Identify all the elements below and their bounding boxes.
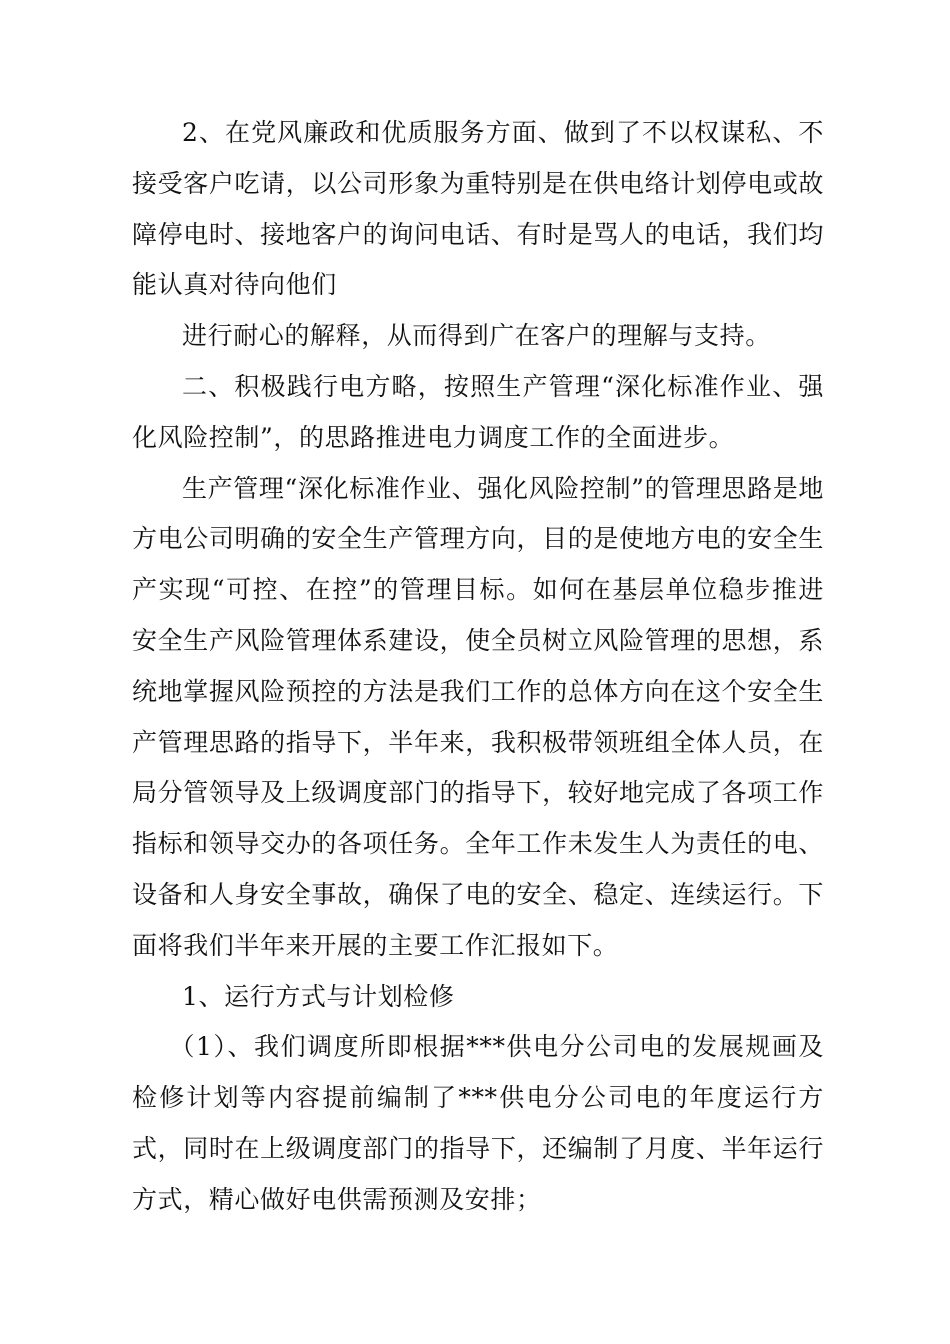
paragraph-management-approach: 生产管理“深化标准作业、强化风险控制”的管理思路是地方电公司明确的安全生产管理方向，目的是使地方电的安全生产实现“可控、在控”的管理目标。如何在基层单位稳步推进安全生产风险管理体系建设，使全员树立风险管理的思想，系统地掌握风险预控的方法是我们工作的总体方向在这个安全生产管理思路的指导下，半年来，我积极带领班组全体人员，在局分管领导及上级调度部门的指导下，较好地完成了各项工作指标和领导交办的各项任务。全年工作未发生人为责任的电、设备和人身安全事故，确保了电的安全、稳定、连续运行。下面将我们半年来开展的主要工作汇报如下。 bbox=[132, 473, 824, 960]
paragraph-operation-planning: （1）、我们调度所即根据***供电分公司电的发展规画及检修计划等内容提前编制了***供电分公司电的年度运行方式，同时在上级调度部门的指导下，还编制了月度、半年运行方式，精心做好电供需预测及安排； bbox=[132, 1032, 824, 1214]
paragraph-operation-heading: 1、运行方式与计划检修 bbox=[182, 981, 455, 1011]
paragraph-party-conduct: 2、在党风廉政和优质服务方面、做到了不以权谋私、不接受客户吃请，以公司形象为重特别是在供电络计划停电或故障停电时、接地客户的询问电话、有时是骂人的电话，我们均能认真对待向他们 bbox=[132, 118, 824, 300]
document-body bbox=[132, 108, 824, 1226]
paragraph-section-two-heading: 二、积极践行电方略，按照生产管理“深化标准作业、强化风险控制”，的思路推进电力调度工作的全面进步。 bbox=[132, 371, 824, 452]
paragraph-patient-explanation: 进行耐心的解释，从而得到广在客户的理解与支持。 bbox=[182, 321, 771, 351]
